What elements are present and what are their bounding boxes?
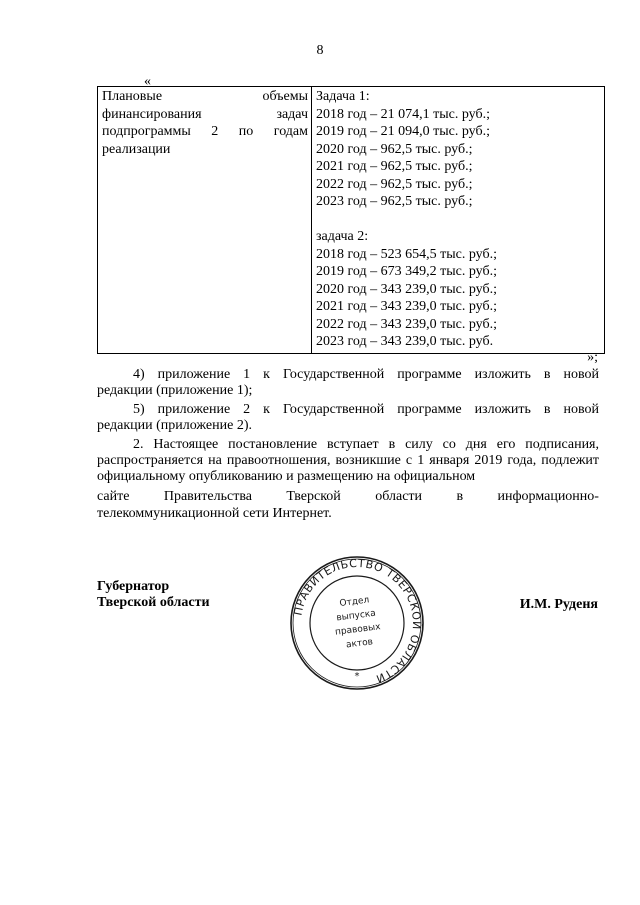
word: Правительства	[163, 489, 252, 504]
closing-quote-mark: »;	[587, 350, 598, 365]
task2-row: 2022 год – 343 239,0 тыс. руб.;	[316, 316, 497, 332]
task2-row: 2018 год – 523 654,5 тыс. руб.;	[316, 246, 497, 262]
label-word: по	[238, 124, 254, 139]
label-line	[102, 123, 308, 141]
signatory-position	[97, 579, 210, 611]
word: Тверской	[286, 489, 341, 504]
task1-row: 2022 год – 962,5 тыс. руб.;	[316, 176, 473, 192]
paragraph-effective-date-justified-line	[97, 489, 599, 505]
paragraph-item-4-line2: редакции (приложение 1);	[97, 383, 253, 398]
word: области	[375, 489, 423, 504]
label-word: Плановые	[102, 89, 163, 104]
task1-row: 2018 год – 21 074,1 тыс. руб.;	[316, 106, 490, 122]
word: информационно-	[497, 489, 599, 504]
table-row	[98, 87, 605, 354]
paragraph-effective-date: 2. Настоящее постановление вступает в силу со дня его подписания, распространяется на правоотношения, возникшие с 1 января 2019 года, подлежит официальному опубликованию и размещению на официальном	[97, 437, 599, 484]
paragraph-effective-date-last-line: телекоммуникационной сети Интернет.	[97, 506, 332, 521]
task1-header: Задача 1:	[316, 89, 370, 104]
task2-row: 2021 год – 343 239,0 тыс. руб.;	[316, 299, 497, 314]
word: сайте	[97, 489, 130, 504]
funding-label-cell	[98, 87, 312, 354]
stamp-center-line: Отдел	[339, 595, 370, 609]
task1-row: 2019 год – 21 094,0 тыс. руб.;	[316, 124, 490, 139]
spacer	[316, 211, 601, 229]
paragraph-item-5-line2: редакции (приложение 2).	[97, 418, 252, 433]
signatory-position-line2: Тверской области	[97, 595, 210, 610]
opening-quote-mark: «	[144, 74, 151, 89]
stamp-inner-ring	[310, 576, 404, 670]
stamp-star: *	[354, 671, 360, 682]
signatory-name: И.М. Руденя	[519, 597, 598, 612]
task1-row: 2023 год – 962,5 тыс. руб.;	[316, 194, 473, 209]
task2-header: задача 2:	[316, 229, 369, 244]
paragraph-item-5-line1: 5) приложение 2 к Государственной программе изложить в новой	[133, 402, 599, 417]
stamp-ring-text: ПРАВИТЕЛЬСТВО ТВЕРСКОЙ ОБЛАСТИ	[291, 556, 424, 686]
label-line	[102, 106, 308, 124]
task2-row: 2023 год – 343 239,0 тыс. руб.	[316, 334, 494, 349]
label-word: финансирования	[102, 106, 202, 122]
word: в	[456, 489, 464, 504]
funding-table	[97, 86, 605, 354]
label-line	[102, 88, 308, 106]
task2-row: 2019 год – 673 349,2 тыс. руб.;	[316, 264, 497, 279]
stamp-center-line: выпуска	[335, 608, 377, 624]
label-word: 2	[211, 124, 219, 139]
funding-values-cell	[312, 87, 605, 354]
task1-row: 2021 год – 962,5 тыс. руб.;	[316, 159, 473, 174]
official-stamp	[289, 555, 425, 691]
label-word: годам	[273, 124, 308, 139]
paragraph-item-4-line1: 4) приложение 1 к Государственной программе изложить в новой	[133, 367, 599, 382]
label-word: подпрограммы	[102, 124, 191, 139]
label-word: объемы	[262, 89, 308, 104]
stamp-center-line: правовых	[334, 622, 382, 638]
label-word: задач	[276, 106, 308, 122]
label-line	[102, 141, 308, 159]
label-word: реализации	[102, 141, 171, 157]
signatory-position-line1: Губернатор	[97, 579, 170, 594]
page-number: 8	[316, 43, 324, 58]
task1-row: 2020 год – 962,5 тыс. руб.;	[316, 141, 473, 157]
stamp-center-line: актов	[345, 637, 374, 651]
task2-row: 2020 год – 343 239,0 тыс. руб.;	[316, 281, 497, 297]
